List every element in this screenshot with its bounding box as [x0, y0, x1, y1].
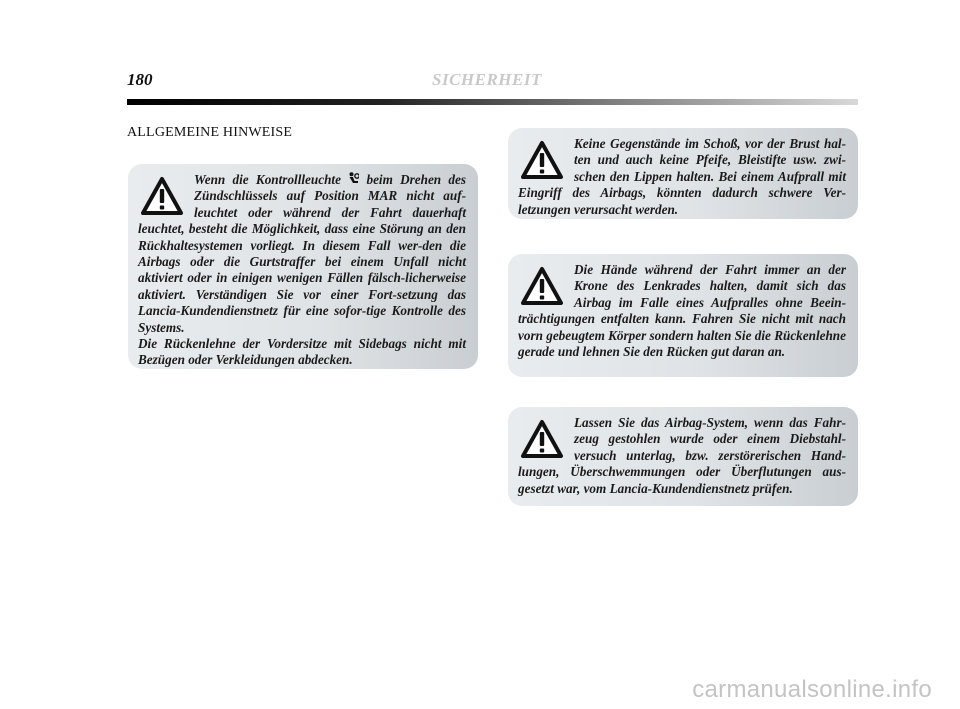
section-heading: ALLGEMEINE HINWEISE [127, 125, 293, 140]
airbag-warning-light-icon [348, 172, 359, 185]
warning-triangle-icon [520, 266, 564, 306]
chapter-title: SICHERHEIT [432, 70, 542, 89]
warning-box-theft-check [508, 407, 858, 506]
warning-box-airbag-light [128, 164, 478, 369]
warning-text-continued: beim Drehen des Zündschlüssels auf Position MAR nicht auf-leuchtet oder während der Fahrt dauerhaft leuchtet, besteht die Möglichkeit, dass eine Störung an den Rückhaltesystemen vorliegt. In diesem Fall wer-den die Airbags oder die Gurtstraffer bei einem Unfall nicht aktiviert oder in einigen wenigen Fällen fälsch-licherweise aktiviert. Verständigen Sie vor einer Fort-setzung das Lancia-Kundendienstnetz für eine sofor-tige Kontrolle des Systems. [138, 172, 466, 335]
warning-box-steering-hands [508, 254, 858, 377]
watermark: carmanualsonline.info [692, 676, 932, 703]
warning-triangle-icon [520, 140, 564, 180]
header-divider [127, 99, 858, 105]
warning-triangle-icon [520, 419, 564, 459]
warning-box-objects [508, 128, 858, 219]
warning-text-second: Die Rückenlehne der Vordersitze mit Sidebags nicht mit Bezügen oder Verkleidungen abdecken. [138, 336, 466, 368]
warning-text: Wenn die Kontrollleuchte [194, 172, 349, 187]
warning-triangle-icon [140, 176, 184, 216]
warning-text: Keine Gegenstände im Schoß, vor der Brust hal-ten und auch keine Pfeife, Bleistifte usw. zwi-schen den Lippen halten. Bei einem Aufprall mit Eingriff des Airbags, könnten dadurch schwere Ver-letzungen verursacht werden. [518, 136, 846, 217]
warning-text: Die Hände während der Fahrt immer an der Krone des Lenkrades halten, damit sich das Airbag im Falle eines Aufpralles ohne Beein-trächtigungen entfalten kann. Fahren Sie nicht mit nach vorn gebeugtem Körper sondern halten Sie die Rückenlehne gerade und lehnen Sie den Rücken gut daran an. [518, 262, 846, 360]
page-number: 180 [127, 70, 153, 89]
warning-text: Lassen Sie das Airbag-System, wenn das Fahr-zeug gestohlen wurde oder einem Diebstahl-versuch unterlag, bzw. zerstörerischen Hand-lungen, Überschwemmungen oder Überflutungen aus-gesetzt war, vom Lancia-Kundendienstnetz prüfen. [518, 415, 846, 496]
